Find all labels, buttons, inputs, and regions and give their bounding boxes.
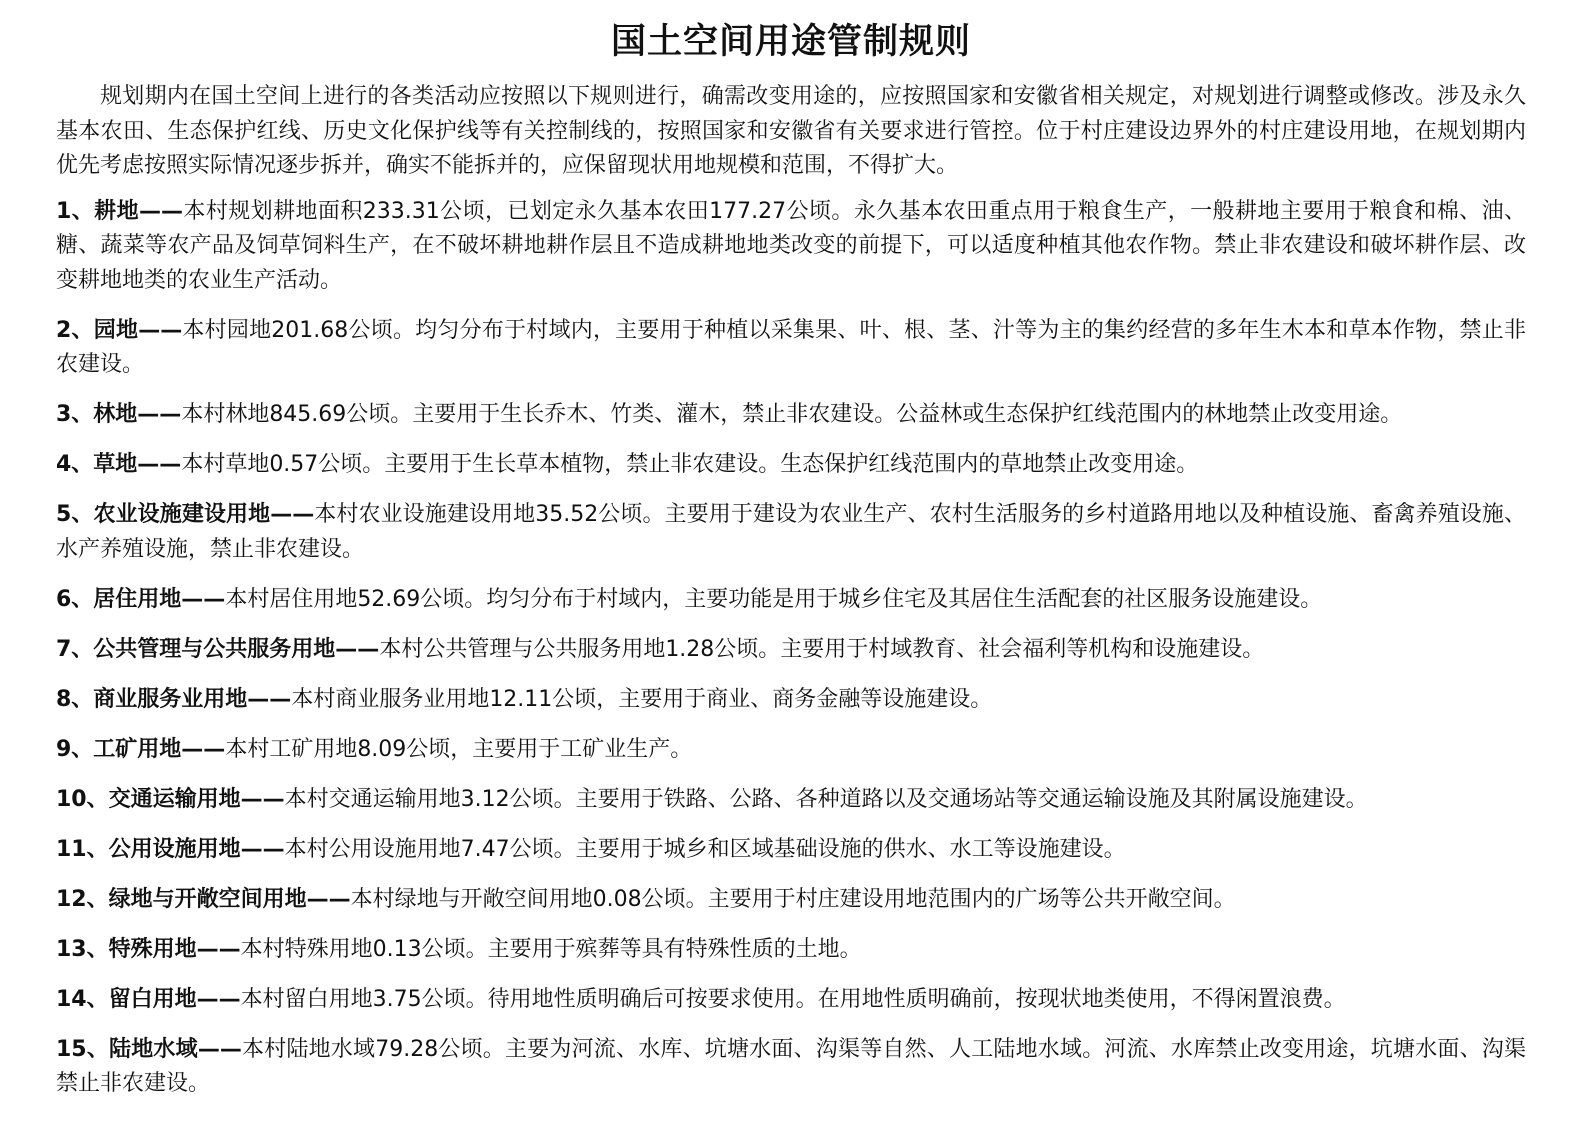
rule-item <box>56 448 1526 483</box>
rule-item <box>56 933 1526 968</box>
rule-item <box>56 633 1526 668</box>
rule-heading: 11、公用设施用地—— <box>56 836 285 862</box>
rule-heading: 3、林地—— <box>56 402 182 427</box>
rule-item <box>56 498 1526 567</box>
rule-item <box>56 833 1526 868</box>
rule-text: 本村公用设施用地7.47公顷。主要用于城乡和区域基础设施的供水、水工等设施建设。 <box>284 836 1126 862</box>
rule-text: 本村林地845.69公顷。主要用于生长乔木、竹类、灌木，禁止非农建设。公益林或生态保护红线范围内的林地禁止改变用途。 <box>181 402 1403 427</box>
rule-item <box>56 1033 1526 1102</box>
rule-text: 本村农业设施建设用地35.52公顷。主要用于建设为农业生产、农村生活服务的乡村道路用地以及种植设施、畜禽养殖设施、水产养殖设施，禁止非农建设。 <box>56 502 1526 562</box>
rule-heading: 2、园地—— <box>56 317 183 343</box>
intro-paragraph: 规划期内在国土空间上进行的各类活动应按照以下规则进行，确需改变用途的，应按照国家和安徽省相关规定，对规划进行调整或修改。涉及永久基本农田、生态保护红线、历史文化保护线等有关控制线的，按照国家和安徽省有关要求进行管控。位于村庄建设边界外的村庄建设用地，在规划期内优先考虑按照实际情况逐步拆并，确实不能拆并的，应保留现状用地规模和范围，不得扩大。 <box>56 84 1526 178</box>
rule-item <box>56 983 1526 1018</box>
rule-text: 本村绿地与开敞空间用地0.08公顷。主要用于村庄建设用地范围内的广场等公共开敞空间。 <box>350 886 1236 912</box>
rule-item <box>56 783 1526 818</box>
rule-item <box>56 314 1526 383</box>
rule-item <box>56 683 1526 718</box>
rule-heading: 13、特殊用地—— <box>56 936 241 962</box>
rule-heading: 8、商业服务业用地—— <box>56 686 292 712</box>
rule-text: 本村陆地水域79.28公顷。主要为河流、水库、坑塘水面、沟渠等自然、人工陆地水域。河流、水库禁止改变用途，坑塘水面、沟渠禁止非农建设。 <box>56 1036 1526 1096</box>
rule-heading: 7、公共管理与公共服务用地—— <box>56 636 380 662</box>
rule-item <box>56 398 1526 433</box>
rule-text: 本村园地201.68公顷。均匀分布于村域内，主要用于种植以采集果、叶、根、茎、汁等为主的集约经营的多年生木本和草本作物，禁止非农建设。 <box>56 317 1527 377</box>
rule-text: 本村交通运输用地3.12公顷。主要用于铁路、公路、各种道路以及交通场站等交通运输设施及其附属设施建设。 <box>284 786 1368 812</box>
document-title: 国土空间用途管制规则 <box>610 22 971 62</box>
rule-heading: 5、农业设施建设用地—— <box>56 502 315 527</box>
rule-heading: 15、陆地水域—— <box>56 1036 242 1062</box>
rule-text: 本村草地0.57公顷。主要用于生长草本植物，禁止非农建设。生态保护红线范围内的草地禁止改变用途。 <box>181 452 1199 477</box>
rule-text: 本村留白用地3.75公顷。待用地性质明确后可按要求使用。在用地性质明确前，按现状地类使用，不得闲置浪费。 <box>240 986 1346 1012</box>
rule-text: 本村居住用地52.69公顷。均匀分布于村域内，主要功能是用于城乡住宅及其居住生活配套的社区服务设施建设。 <box>225 586 1323 612</box>
document-page <box>56 18 1526 1117</box>
rule-text: 本村特殊用地0.13公顷。主要用于殡葬等具有特殊性质的土地。 <box>240 936 862 962</box>
rule-heading: 10、交通运输用地—— <box>56 786 285 812</box>
rule-heading: 6、居住用地—— <box>56 586 226 612</box>
rule-item <box>56 883 1526 918</box>
rule-text: 本村规划耕地面积233.31公顷，已划定永久基本农田177.27公顷。永久基本农田重点用于粮食生产，一般耕地主要用于粮食和棉、油、糖、蔬菜等农产品及饲草饲料生产，在不破坏耕地耕作层且不造成耕地地类改变的前提下，可以适度种植其他农作物。禁止非农建设和破坏耕作层、改变耕地地类的农业生产活动。 <box>56 198 1526 293</box>
rule-item <box>56 583 1526 618</box>
rule-text: 本村商业服务业用地12.11公顷，主要用于商业、商务金融等设施建设。 <box>291 686 993 712</box>
rule-item <box>56 733 1526 768</box>
rule-text: 本村公共管理与公共服务用地1.28公顷。主要用于村域教育、社会福利等机构和设施建设。 <box>379 636 1265 662</box>
rule-heading: 12、绿地与开敞空间用地—— <box>56 886 351 912</box>
rule-item <box>56 195 1526 299</box>
rule-heading: 14、留白用地—— <box>56 986 241 1012</box>
rule-heading: 9、工矿用地—— <box>56 736 226 762</box>
rule-heading: 1、耕地—— <box>56 198 183 224</box>
rule-heading: 4、草地—— <box>56 452 182 477</box>
rule-text: 本村工矿用地8.09公顷，主要用于工矿业生产。 <box>225 736 693 762</box>
